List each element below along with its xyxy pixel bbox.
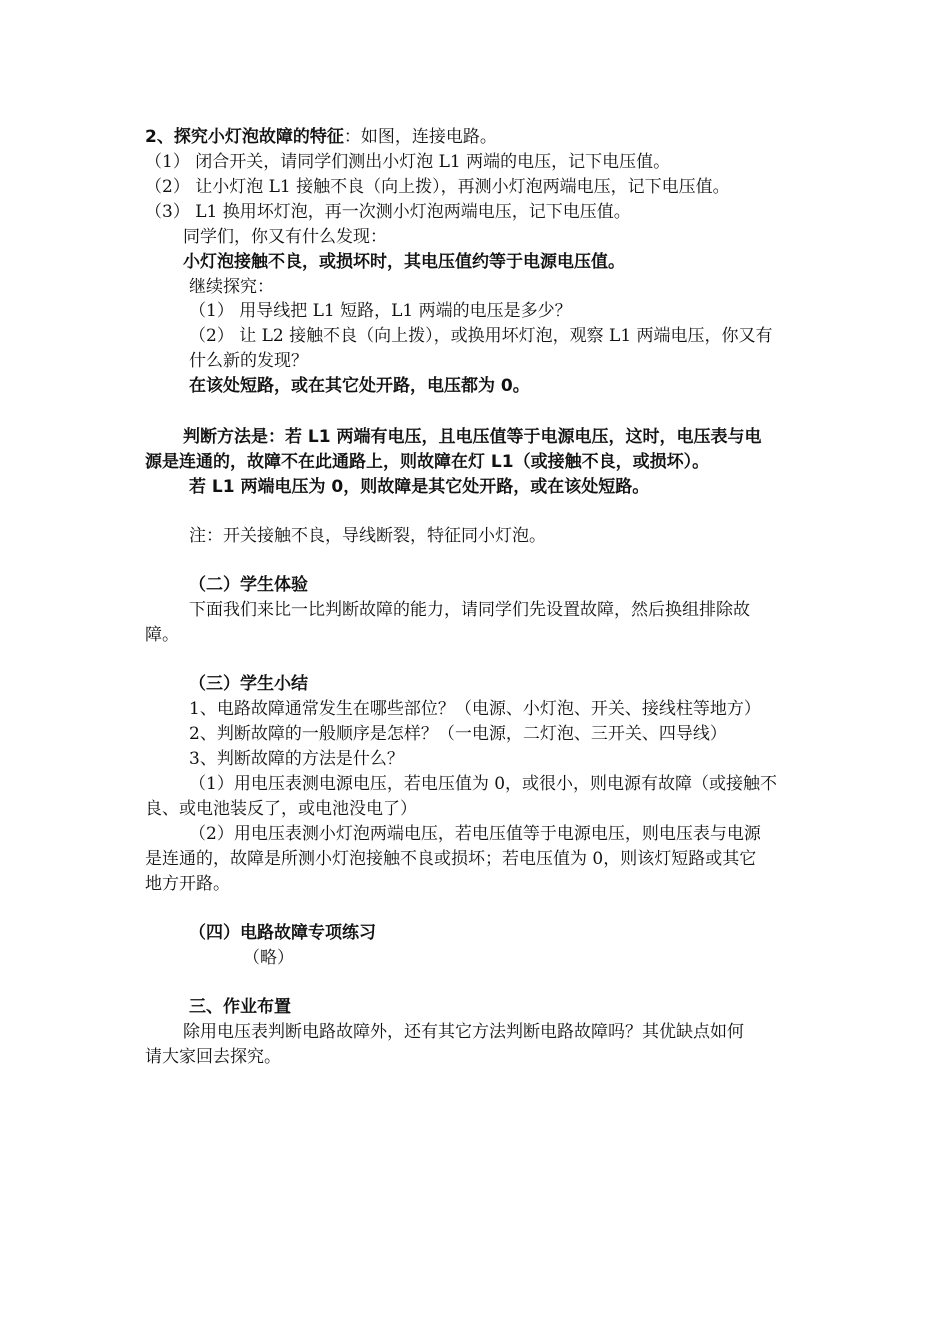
practice-note: （略）: [243, 948, 294, 968]
experience-line-1: 下面我们来比一比判断故障的能力，请同学们先设置故障，然后换组排除故: [189, 600, 750, 620]
continue-step-2-line2: 什么新的发现？: [189, 351, 308, 371]
continue-step-2-line1: （2） 让 L2 接触不良（向上拨），或换用坏灯泡，观察 L1 两端电压，你又有: [189, 326, 773, 346]
method-line-2: 源是连通的，故障不在此通路上，则故障在灯 L1（或接触不良，或损坏）。: [145, 452, 710, 472]
summary-answer-1-line1: （1）用电压表测电源电压，若电压值为 0，或很小，则电源有故障（或接触不: [189, 774, 778, 794]
summary-question-1: 1、电路故障通常发生在哪些部位？（电源、小灯泡、开关、接线柱等地方）: [189, 699, 761, 719]
method-line-3: 若 L1 两端电压为 0，则故障是其它处开路，或在该处短路。: [189, 477, 650, 497]
summary-answer-2-line2: 是连通的，故障是所测小灯泡接触不良或损坏；若电压值为 0，则该灯短路或其它: [145, 849, 757, 869]
summary-question-3: 3、判断故障的方法是什么？: [189, 749, 404, 769]
section-heading-bold: 2、探究小灯泡故障的特征: [145, 127, 344, 147]
finding: 小灯泡接触不良，或损坏时，其电压值约等于电源电压值。: [183, 252, 625, 272]
continue-step-1: （1） 用导线把 L1 短路，L1 两端的电压是多少？: [189, 301, 572, 321]
method-line-1: 判断方法是：若 L1 两端有电压，且电压值等于电源电压，这时，电压表与电: [183, 427, 762, 447]
section-heading: [145, 125, 497, 149]
step-3: （3） L1 换用坏灯泡，再一次测小灯泡两端电压，记下电压值。: [145, 202, 631, 222]
homework-heading: 三、作业布置: [189, 997, 291, 1017]
homework-line-1: 除用电压表判断电路故障外，还有其它方法判断电路故障吗？其优缺点如何: [183, 1022, 744, 1042]
homework-line-2: 请大家回去探究。: [145, 1047, 281, 1067]
experience-heading: （二）学生体验: [189, 575, 308, 595]
continue-label: 继续探究：: [189, 277, 274, 297]
step-1: （1） 闭合开关，请同学们测出小灯泡 L1 两端的电压，记下电压值。: [145, 152, 671, 172]
summary-answer-1-line2: 良、或电池装反了，或电池没电了）: [145, 799, 417, 819]
experience-line-2: 障。: [145, 625, 179, 645]
summary-answer-2-line3: 地方开路。: [145, 874, 230, 894]
summary-heading: （三）学生小结: [189, 674, 308, 694]
note: 注：开关接触不良，导线断裂，特征同小灯泡。: [189, 526, 546, 546]
step-2: （2） 让小灯泡 L1 接触不良（向上拨），再测小灯泡两端电压，记下电压值。: [145, 177, 730, 197]
question: 同学们，你又有什么发现：: [183, 227, 387, 247]
practice-heading: （四）电路故障专项练习: [189, 923, 376, 943]
summary-question-2: 2、判断故障的一般顺序是怎样？（一电源，二灯泡、三开关、四导线）: [189, 724, 727, 744]
finding-2: 在该处短路，或在其它处开路，电压都为 0。: [189, 376, 530, 396]
section-heading-rest: ：如图，连接电路。: [343, 127, 497, 147]
summary-answer-2-line1: （2）用电压表测小灯泡两端电压，若电压值等于电源电压，则电压表与电源: [189, 824, 761, 844]
